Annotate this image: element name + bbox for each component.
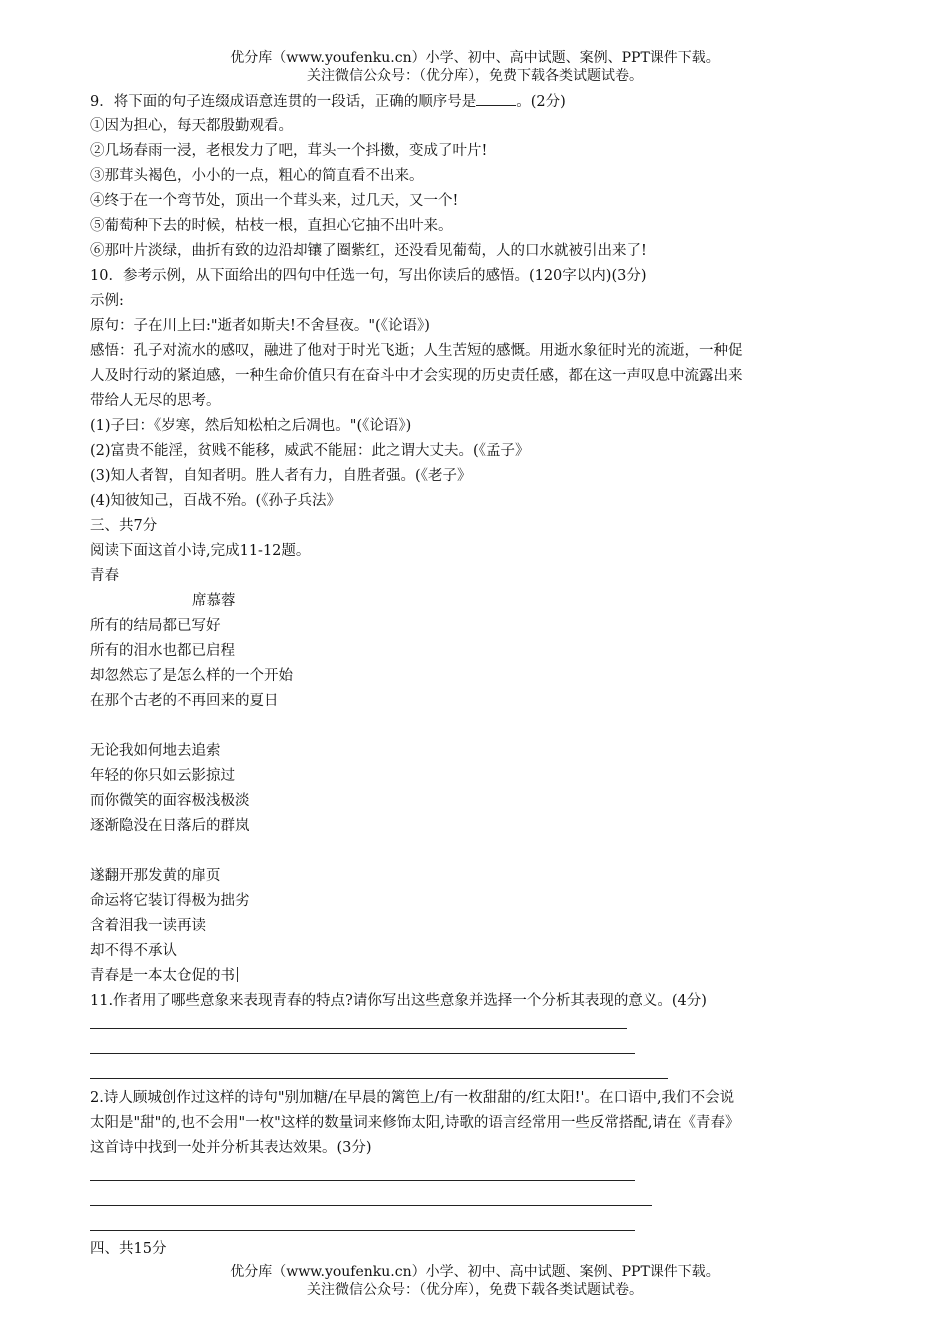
answer-line-12-3[interactable]: [90, 1230, 635, 1231]
poem-stanza-3-line-3: 含着泪我一读再读: [90, 918, 206, 934]
question-10-choice-3: (3)知人者智，自知者明。胜人者有力，自胜者强。(《老子》: [90, 468, 472, 484]
example-insight-line-2: 人及时行动的紧迫感，一种生命价值只有在奋斗中才会实现的历史责任感，都在这一声叹息中流露出来: [90, 368, 743, 384]
page-header-line-1: 优分库（www.youfenku.cn）小学、初中、高中试题、案例、PPT课件下载。: [230, 50, 720, 66]
poem-stanza-2-line-2: 年轻的你只如云影掠过: [90, 768, 235, 784]
page-footer-line-2: 关注微信公众号：（优分库），免费下载各类试题试卷。: [307, 1282, 643, 1298]
poem-author: 席慕蓉: [192, 593, 236, 609]
text-cursor: [237, 967, 238, 982]
question-9-stem: [90, 91, 566, 112]
answer-blank: [476, 91, 516, 106]
question-12-line-2: 太阳是"甜"的,也不会用"一枚"这样的数量词来修饰太阳,诗歌的语言经常用一些反常搭配,请在《青春》: [90, 1115, 740, 1131]
answer-line-11-1[interactable]: [90, 1028, 627, 1029]
poem-stanza-1-line-2: 所有的泪水也都已启程: [90, 643, 235, 659]
answer-line-12-1[interactable]: [90, 1180, 635, 1181]
question-9-option-4: ④终于在一个弯节处，顶出一个茸头来，过几天，又一个!: [90, 193, 459, 209]
question-10-choice-4: (4)知彼知己，百战不殆。(《孙子兵法》: [90, 493, 341, 509]
answer-line-11-2[interactable]: [90, 1053, 635, 1054]
poem-stanza-1-line-4: 在那个古老的不再回来的夏日: [90, 693, 279, 709]
example-label: 示例:: [90, 293, 124, 309]
poem-stanza-3-line-5: [90, 966, 238, 986]
poem-stanza-2-line-4: 逐渐隐没在日落后的群岚: [90, 818, 250, 834]
question-9-option-3: ③那茸头褐色，小小的一点，粗心的简直看不出来。: [90, 168, 424, 184]
question-12-line-3: 这首诗中找到一处并分析其表达效果。(3分): [90, 1140, 372, 1156]
poem-stanza-3-line-5-text: 青春是一本太仓促的书: [90, 968, 235, 984]
poem-stanza-1-line-1: 所有的结局都已写好: [90, 618, 221, 634]
example-original-sentence: 原句：子在川上曰:"逝者如斯夫!不舍昼夜。"(《论语》): [90, 318, 430, 334]
question-9-score: 。(2分): [516, 94, 566, 110]
poem-stanza-2-line-3: 而你微笑的面容极浅极淡: [90, 793, 250, 809]
poem-stanza-3-line-1: 遂翻开那发黄的扉页: [90, 868, 221, 884]
page-footer-line-1: 优分库（www.youfenku.cn）小学、初中、高中试题、案例、PPT课件下载。: [230, 1264, 720, 1280]
question-10-choice-2: (2)富贵不能淫，贫贱不能移，威武不能屈：此之谓大丈夫。(《孟子》: [90, 443, 530, 459]
poem-stanza-3-line-4: 却不得不承认: [90, 943, 177, 959]
poem-stanza-1-line-3: 却忽然忘了是怎么样的一个开始: [90, 668, 293, 684]
section-4-heading: 四、共15分: [90, 1241, 167, 1257]
question-9-option-6: ⑥那叶片淡绿，曲折有致的边沿却镶了圈紫红，还没看见葡萄，人的口水就被引出来了!: [90, 243, 647, 259]
question-10-stem: 10．参考示例，从下面给出的四句中任选一句，写出你读后的感悟。(120字以内)(3分): [90, 268, 647, 284]
question-10-choice-1: (1)子曰：《岁寒，然后知松柏之后凋也。"(《论语》): [90, 418, 412, 434]
section-3-heading: 三、共7分: [90, 518, 158, 534]
question-11-stem: 11.作者用了哪些意象来表现青春的特点?请你写出这些意象并选择一个分析其表现的意义。(4分): [90, 993, 707, 1009]
poem-title: 青春: [90, 568, 119, 584]
example-insight-line-1: 感悟：孔子对流水的感叹，融进了他对于时光飞逝；人生苦短的感慨。用逝水象征时光的流逝，一种促: [90, 343, 743, 359]
answer-line-12-2[interactable]: [90, 1205, 652, 1206]
question-9-option-2: ②几场春雨一浸，老根发力了吧，茸头一个抖擞，变成了叶片!: [90, 143, 488, 159]
question-9-option-5: ⑤葡萄种下去的时候，枯枝一根，直担心它抽不出叶来。: [90, 218, 453, 234]
poem-stanza-2-line-1: 无论我如何地去追索: [90, 743, 221, 759]
example-insight-line-3: 带给人无尽的思考。: [90, 393, 221, 409]
page-header-line-2: 关注微信公众号：（优分库），免费下载各类试题试卷。: [307, 68, 643, 84]
question-12-line-1: 2.诗人顾城创作过这样的诗句"别加糖/在早晨的篱笆上/有一枚甜甜的/红太阳!'。在口语中,我们不会说: [90, 1090, 735, 1106]
question-9-option-1: ①因为担心，每天都殷勤观看。: [90, 118, 293, 134]
section-3-intro: 阅读下面这首小诗,完成11-12题。: [90, 543, 311, 559]
question-9-stem-text: 9．将下面的句子连缀成语意连贯的一段话，正确的顺序号是: [90, 94, 477, 110]
poem-stanza-3-line-2: 命运将它装订得极为拙劣: [90, 893, 250, 909]
answer-line-11-3[interactable]: [90, 1078, 668, 1079]
